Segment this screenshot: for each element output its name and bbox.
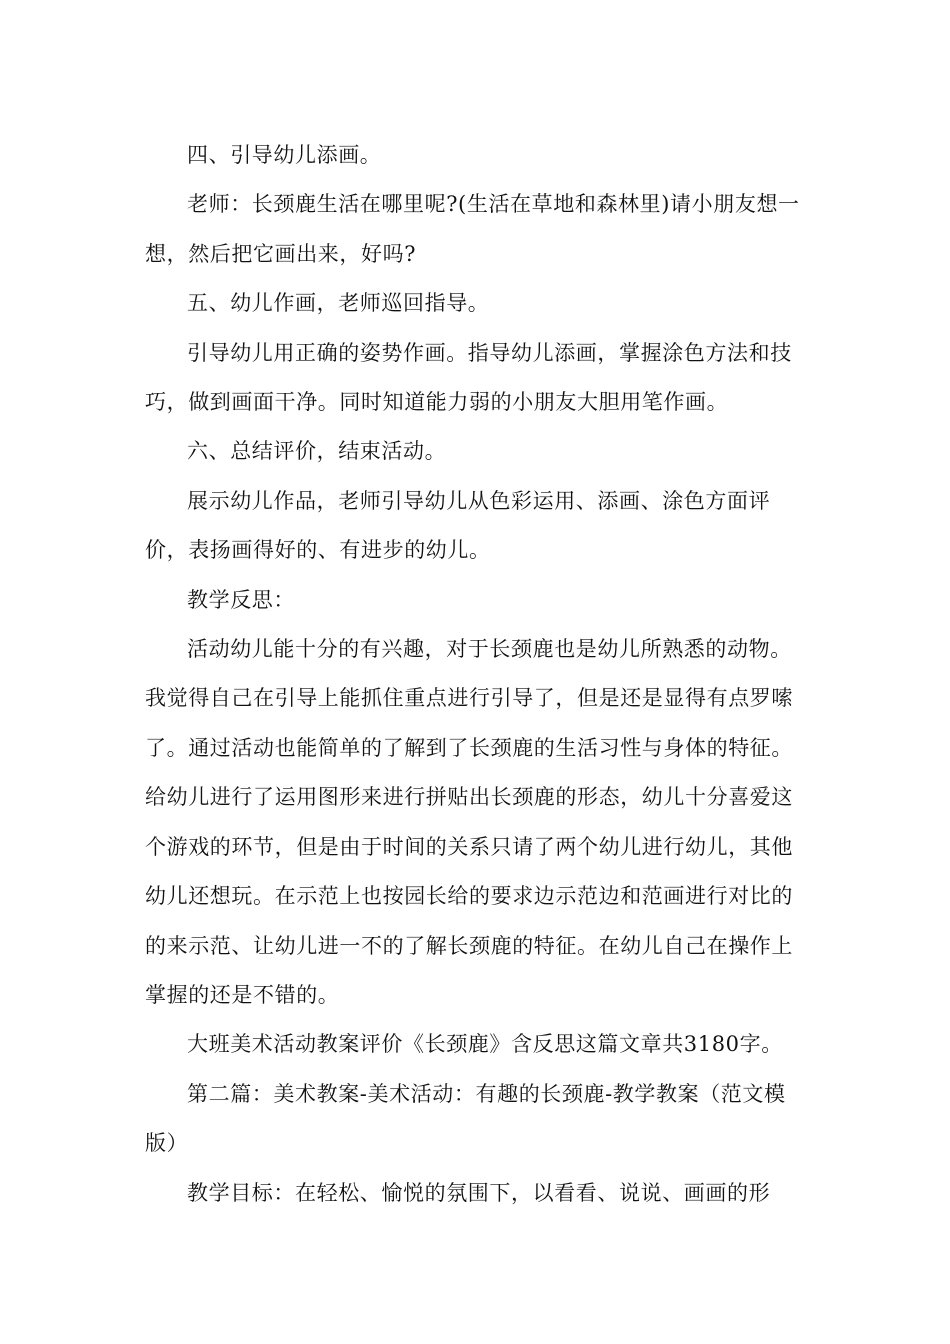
second-article-title: 第二篇：美术教案-美术活动：有趣的长颈鹿-教学教案（范文模版） xyxy=(145,1081,786,1156)
reflection-heading: 教学反思： xyxy=(187,587,295,612)
reflection-paragraph: 活动幼儿能十分的有兴趣，对于长颈鹿也是幼儿所熟悉的动物。我觉得自己在引导上能抓住重点进行引导了，但是还是显得有点罗嗦了。通过活动也能简单的了解到了长颈鹿的生活习性与身体的特征。给幼儿进行了运用图形来进行拼贴出长颈鹿的形态，幼儿十分喜爱这个游戏的环节，但是由于时间的关系只请了两个幼儿进行幼儿，其他幼儿还想玩。在示范上也按园长给的要求边示范边和范画进行对比的的来示范、让幼儿进一不的了解长颈鹿的特征。在幼儿自己在操作上掌握的还是不错的。 xyxy=(145,637,793,1007)
section-heading-5: 五、幼儿作画，老师巡回指导。 xyxy=(187,291,490,316)
paragraph: 老师：长颈鹿生活在哪里呢?(生活在草地和森林里)请小朋友想一想，然后把它画出来，好吗? xyxy=(145,192,800,266)
section-heading-4: 四、引导幼儿添画。 xyxy=(187,143,382,167)
paragraph: 展示幼儿作品，老师引导幼儿从色彩运用、添画、涂色方面评价，表扬画得好的、有进步的幼儿。 xyxy=(145,488,771,563)
section-heading-6: 六、总结评价，结束活动。 xyxy=(187,439,447,464)
document-body xyxy=(145,131,807,1218)
teaching-goals-paragraph: 教学目标：在轻松、愉悦的氛围下，以看看、说说、画画的形 xyxy=(187,1180,771,1205)
article-summary: 大班美术活动教案评价《长颈鹿》含反思这篇文章共3180字。 xyxy=(187,1032,783,1057)
paragraph: 引导幼儿用正确的姿势作画。指导幼儿添画，掌握涂色方法和技巧，做到画面干净。同时知道能力弱的小朋友大胆用笔作画。 xyxy=(145,340,792,415)
